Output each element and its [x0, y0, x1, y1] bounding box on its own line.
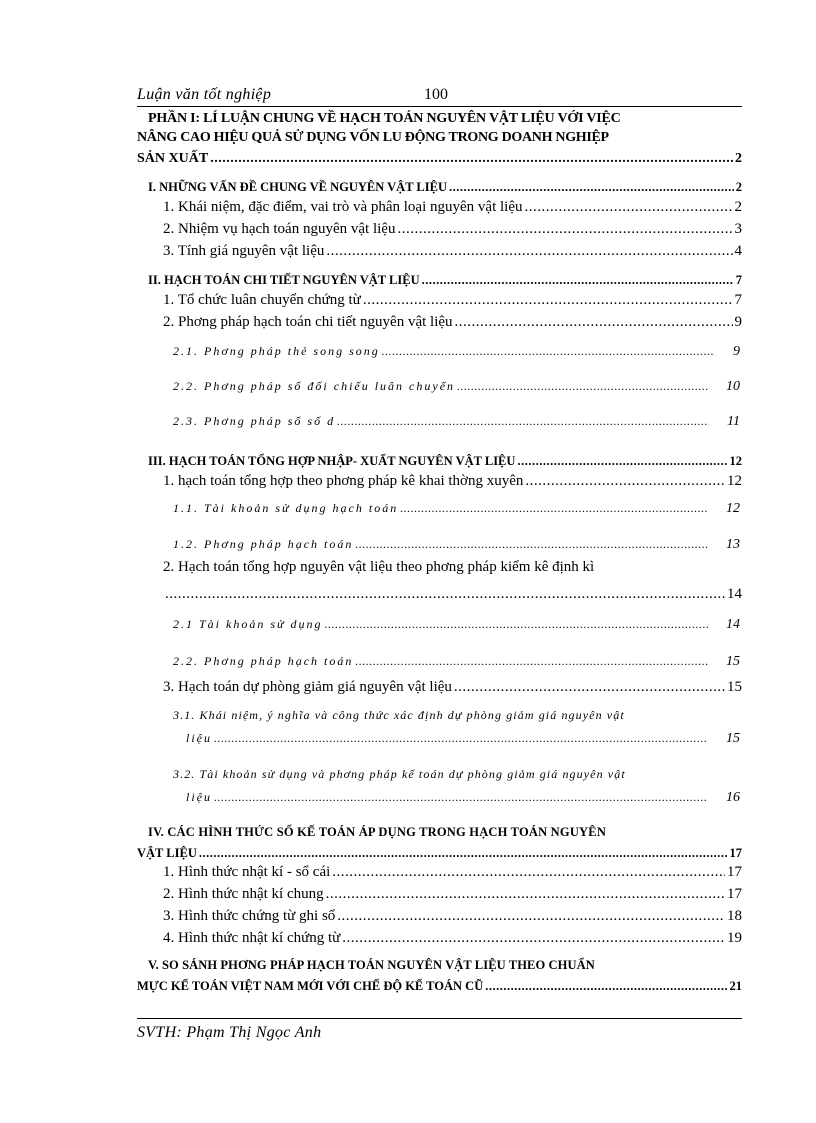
toc-label: liệu [186, 790, 212, 804]
leader-dots [165, 584, 725, 604]
toc-label: 4. Hình thức nhật kí chứng từ [163, 930, 341, 946]
toc-page-number: 7 [734, 292, 742, 308]
toc-entry-3-3-1-line1[interactable]: 3.1. Khái niệm, ý nghĩa và công thức xác định dự phòng giảm giá nguyên vật [173, 708, 625, 722]
leader-dots [326, 884, 725, 904]
toc-entry-2-1[interactable] [163, 290, 742, 310]
toc-page-number: 15 [726, 654, 740, 669]
toc-entry-1-3[interactable] [163, 241, 742, 261]
toc-entry-2-2-1[interactable] [173, 341, 740, 361]
leader-dots [210, 149, 733, 169]
toc-page-number: 17 [729, 846, 742, 860]
toc-entry-3-3-1-line2[interactable] [186, 728, 740, 748]
leader-dots [342, 928, 725, 948]
toc-entry-2-2-2[interactable] [173, 376, 740, 396]
toc-entry-3-3-2-line1[interactable]: 3.2. Tài khoản sử dụng và phơng pháp kế toán dự phòng giảm giá nguyên vật [173, 767, 626, 781]
leader-dots [332, 862, 725, 882]
leader-dots [382, 341, 715, 361]
leader-dots [363, 290, 733, 310]
header-page-number: 100 [424, 86, 448, 103]
toc-page-number: 2 [735, 180, 742, 194]
leader-dots [449, 177, 734, 197]
toc-label: 1.1. Tài khoản sử dụng hạch toán [173, 501, 399, 515]
toc-page-number: 11 [727, 414, 740, 429]
toc-page-number: 4 [734, 243, 742, 259]
leader-dots [397, 219, 732, 239]
toc-label: VẬT LIỆU [137, 846, 197, 860]
toc-page-number: 17 [727, 864, 742, 880]
leader-dots [457, 376, 708, 396]
toc-entry-3-3[interactable] [163, 677, 742, 697]
toc-page-number: 3 [734, 221, 742, 237]
footer-author: SVTH: Phạm Thị Ngọc Anh [137, 1024, 322, 1041]
toc-label: 2.3. Phơng pháp sổ số d [173, 414, 336, 428]
toc-page-number: 14 [726, 617, 740, 632]
toc-page-number: 14 [727, 586, 742, 602]
toc-entry-3-1[interactable] [163, 471, 742, 491]
toc-label: 1. Tổ chức luân chuyển chứng từ [163, 292, 361, 308]
header-title: Luận văn tốt nghiệp [137, 86, 272, 103]
toc-part1-line3[interactable] [137, 149, 742, 169]
leader-dots [454, 677, 725, 697]
toc-page-number: 2 [735, 151, 742, 166]
toc-entry-4-1[interactable] [163, 862, 742, 882]
toc-label: 1.2. Phơng pháp hạch toán [173, 537, 354, 551]
toc-page-number: 21 [729, 979, 742, 993]
toc-entry-3-1-2[interactable] [173, 534, 740, 554]
toc-page-number: 12 [729, 454, 742, 468]
toc-entry-3-2-line1[interactable]: 2. Hạch toán tổng hợp nguyên vật liệu theo phơng pháp kiểm kê định kì [163, 559, 595, 575]
toc-label: 1. Khái niệm, đặc điểm, vai trò và phân loại nguyên vật liệu [163, 199, 523, 215]
toc-section-3[interactable] [148, 451, 742, 471]
leader-dots [400, 498, 708, 518]
toc-section-4-line1[interactable]: IV. CÁC HÌNH THỨC SỔ KẾ TOÁN ÁP DỤNG TRONG HẠCH TOÁN NGUYÊN [148, 825, 607, 839]
toc-label: 2.1 Tài khoản sử dụng [173, 617, 323, 631]
toc-page-number: 7 [735, 273, 742, 287]
toc-page-number: 19 [727, 930, 742, 946]
toc-page-number: 13 [726, 537, 740, 552]
toc-label: I. NHỮNG VẤN ĐỀ CHUNG VỀ NGUYÊN VẬT LIỆU [148, 180, 447, 194]
footer-rule [137, 1018, 742, 1019]
toc-label: II. HẠCH TOÁN CHI TIẾT NGUYÊN VẬT LIỆU [148, 273, 420, 287]
toc-label: 3. Tính giá nguyên vật liệu [163, 243, 325, 259]
toc-page-number: 9 [733, 344, 740, 359]
leader-dots [517, 451, 727, 471]
toc-page-number: 9 [734, 314, 742, 330]
leader-dots [355, 651, 708, 671]
toc-page-number: 17 [727, 886, 742, 902]
toc-page-number: 15 [726, 731, 740, 746]
toc-entry-3-2-2[interactable] [173, 651, 740, 671]
toc-label: III. HẠCH TOÁN TỔNG HỢP NHẬP- XUẤT NGUYÊN VẬT LIỆU [148, 454, 516, 468]
toc-part1-label: SẢN XUẤT [137, 151, 209, 166]
leader-dots [422, 270, 734, 290]
toc-label: 2. Hình thức nhật kí chung [163, 886, 324, 902]
toc-entry-4-4[interactable] [163, 928, 742, 948]
leader-dots [199, 843, 728, 863]
toc-entry-3-3-2-line2[interactable] [186, 787, 740, 807]
toc-label: 2.1. Phơng pháp thẻ song song [173, 344, 380, 358]
toc-label: liệu [186, 731, 212, 745]
toc-label: 2.2. Phơng pháp hạch toán [173, 654, 354, 668]
toc-entry-2-2[interactable] [163, 312, 742, 332]
leader-dots [455, 312, 733, 332]
toc-page-number: 18 [727, 908, 742, 924]
toc-page-number: 16 [726, 790, 740, 805]
leader-dots [337, 411, 709, 431]
toc-label: MỰC KẾ TOÁN VIỆT NAM MỚI VỚI CHẾ ĐỘ KẾ TOÁN CŨ [137, 979, 484, 993]
toc-entry-1-2[interactable] [163, 219, 742, 239]
leader-dots [337, 906, 725, 926]
toc-entry-4-2[interactable] [163, 884, 742, 904]
toc-entry-3-2-1[interactable] [173, 614, 740, 634]
toc-entry-2-2-3[interactable] [173, 411, 740, 431]
toc-label: 3. Hình thức chứng từ ghi sổ [163, 908, 336, 924]
leader-dots [355, 534, 708, 554]
toc-page-number: 10 [726, 379, 740, 394]
leader-dots [485, 976, 727, 996]
toc-section-5-line2[interactable] [137, 976, 742, 996]
toc-page-number: 15 [727, 679, 742, 695]
toc-page-number: 12 [727, 473, 742, 489]
toc-entry-1-1[interactable] [163, 197, 742, 217]
leader-dots [214, 728, 708, 748]
toc-label: 2.2. Phơng pháp sổ đối chiếu luân chuyển [173, 379, 456, 393]
leader-dots [325, 614, 708, 634]
leader-dots [525, 471, 725, 491]
toc-page-number: 12 [726, 501, 740, 516]
toc-label: 2. Phơng pháp hạch toán chi tiết nguyên vật liệu [163, 314, 453, 330]
toc-label: 1. Hình thức nhật kí - sổ cái [163, 864, 331, 880]
toc-section-1[interactable] [148, 177, 742, 197]
toc-label: 1. hạch toán tổng hợp theo phơng pháp kê khai thờng xuyên [163, 473, 524, 489]
leader-dots [214, 787, 708, 807]
leader-dots [326, 241, 732, 261]
toc-label: 2. Nhiệm vụ hạch toán nguyên vật liệu [163, 221, 396, 237]
leader-dots [524, 197, 732, 217]
toc-section-4-line2[interactable] [137, 843, 742, 863]
toc-part1-line1: PHẦN I: LÍ LUẬN CHUNG VỀ HẠCH TOÁN NGUYÊN VẬT LIỆU VỚI VIỆC [148, 111, 621, 126]
toc-part1-line2: NÂNG CAO HIỆU QUẢ SỬ DỤNG VỐN LU ĐỘNG TRONG DOANH NGHIỆP [137, 130, 609, 145]
toc-section-2[interactable] [148, 270, 742, 290]
toc-page-number: 2 [734, 199, 742, 215]
toc-label: 3. Hạch toán dự phòng giảm giá nguyên vật liệu [163, 679, 452, 695]
toc-entry-4-3[interactable] [163, 906, 742, 926]
toc-section-5-line1[interactable]: V. SO SÁNH PHƠNG PHÁP HẠCH TOÁN NGUYÊN VẬT LIỆU THEO CHUẨN [148, 958, 595, 972]
toc-entry-3-2-line2[interactable] [163, 584, 742, 604]
toc-entry-3-1-1[interactable] [173, 498, 740, 518]
